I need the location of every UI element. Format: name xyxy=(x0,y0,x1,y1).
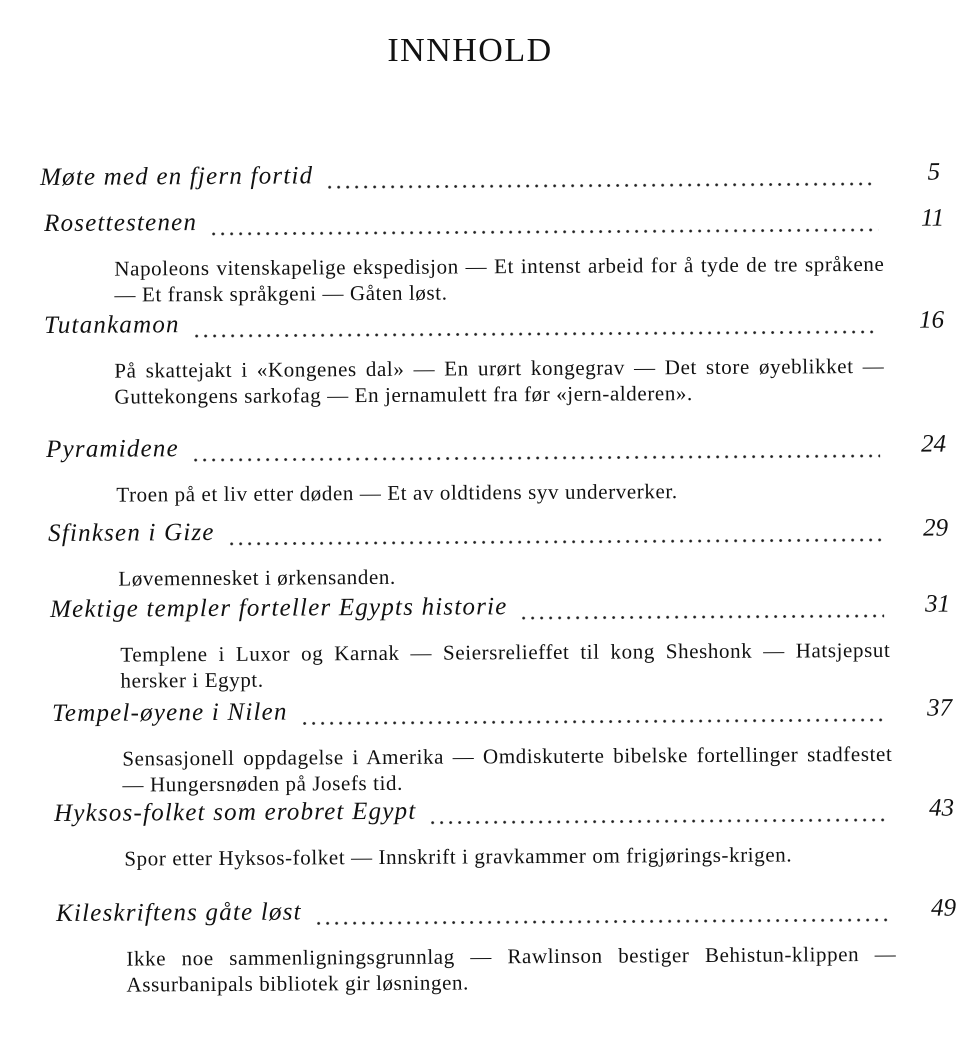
toc-entry xyxy=(40,159,940,200)
entry-page-number: 24 xyxy=(920,430,947,458)
entry-title: Kileskriftens gåte løst xyxy=(56,898,302,927)
page-title: INNHOLD xyxy=(387,32,553,69)
toc-entry xyxy=(48,515,948,592)
entry-description: Ikke noe sammenligningsgrunnlag — Rawlinson bestiger Behistun-klippen — Assurbanipals bibliotek gir løsningen. xyxy=(126,941,897,997)
toc-entry xyxy=(56,895,957,998)
dot-leader xyxy=(325,182,874,189)
entry-description: Spor etter Hyksos-folket — Innskrift i gravkammer om frigjørings-krigen. xyxy=(124,842,793,871)
entry-description: Sensasjonell oppdagelse i Amerika — Omdiskuterte bibelske fortellinger stadfestet — Hungersnøden på Josefs tid. xyxy=(122,741,893,797)
dot-leader xyxy=(300,718,886,726)
entry-title: Mektige templer forteller Egypts historie xyxy=(50,593,508,623)
toc-entry xyxy=(52,695,953,798)
dot-leader xyxy=(192,330,878,338)
entry-page-number: 43 xyxy=(928,794,955,822)
entry-title: Pyramidene xyxy=(46,435,179,463)
entry-title: Hyksos-folket som erobret Egypt xyxy=(54,797,417,827)
dot-leader xyxy=(428,818,888,825)
toc-entry xyxy=(50,591,951,694)
entry-description: Troen på et liv etter døden — Et av oldtidens syv underverker. xyxy=(116,479,678,507)
entry-title: Tutankamon xyxy=(44,311,180,339)
toc-entry xyxy=(54,795,954,872)
entry-description: Løvemennesket i ørkensanden. xyxy=(118,564,396,591)
entry-page-number: 16 xyxy=(918,306,945,334)
entry-description: Napoleons vitenskapelige ekspedisjon — Et intenst arbeid for å tyde de tre språkene — Et fransk språkgeni — Gåten løst. xyxy=(114,251,885,307)
toc-entry xyxy=(46,431,946,508)
entry-description: På skattejakt i «Kongenes dal» — En urørt kongegrav — Det store øyeblikket — Guttekongens sarkofag — En jernamulett fra før «jern-alderen». xyxy=(114,353,885,409)
entry-title: Sfinksen i Gize xyxy=(48,518,215,547)
entry-description: Templene i Luxor og Karnak — Seiersrelieffet til kong Sheshonk — Hatsjepsut hersker i Egypt. xyxy=(120,637,891,693)
entry-title: Møte med en fjern fortid xyxy=(40,162,314,191)
dot-leader xyxy=(520,614,885,620)
entry-page-number: 49 xyxy=(930,894,957,922)
dot-leader xyxy=(191,454,880,462)
entry-page-number: 5 xyxy=(927,158,941,186)
toc-entry xyxy=(44,307,945,410)
entry-page-number: 31 xyxy=(924,590,951,618)
dot-leader xyxy=(209,228,878,236)
entry-page-number: 29 xyxy=(922,514,949,542)
toc-entry xyxy=(44,205,945,308)
entry-page-number: 37 xyxy=(926,694,953,722)
entry-title: Tempel-øyene i Nilen xyxy=(52,698,288,727)
dot-leader xyxy=(314,918,890,926)
dot-leader xyxy=(227,538,882,546)
entry-title: Rosettestenen xyxy=(44,209,198,237)
entry-page-number: 11 xyxy=(920,204,945,232)
